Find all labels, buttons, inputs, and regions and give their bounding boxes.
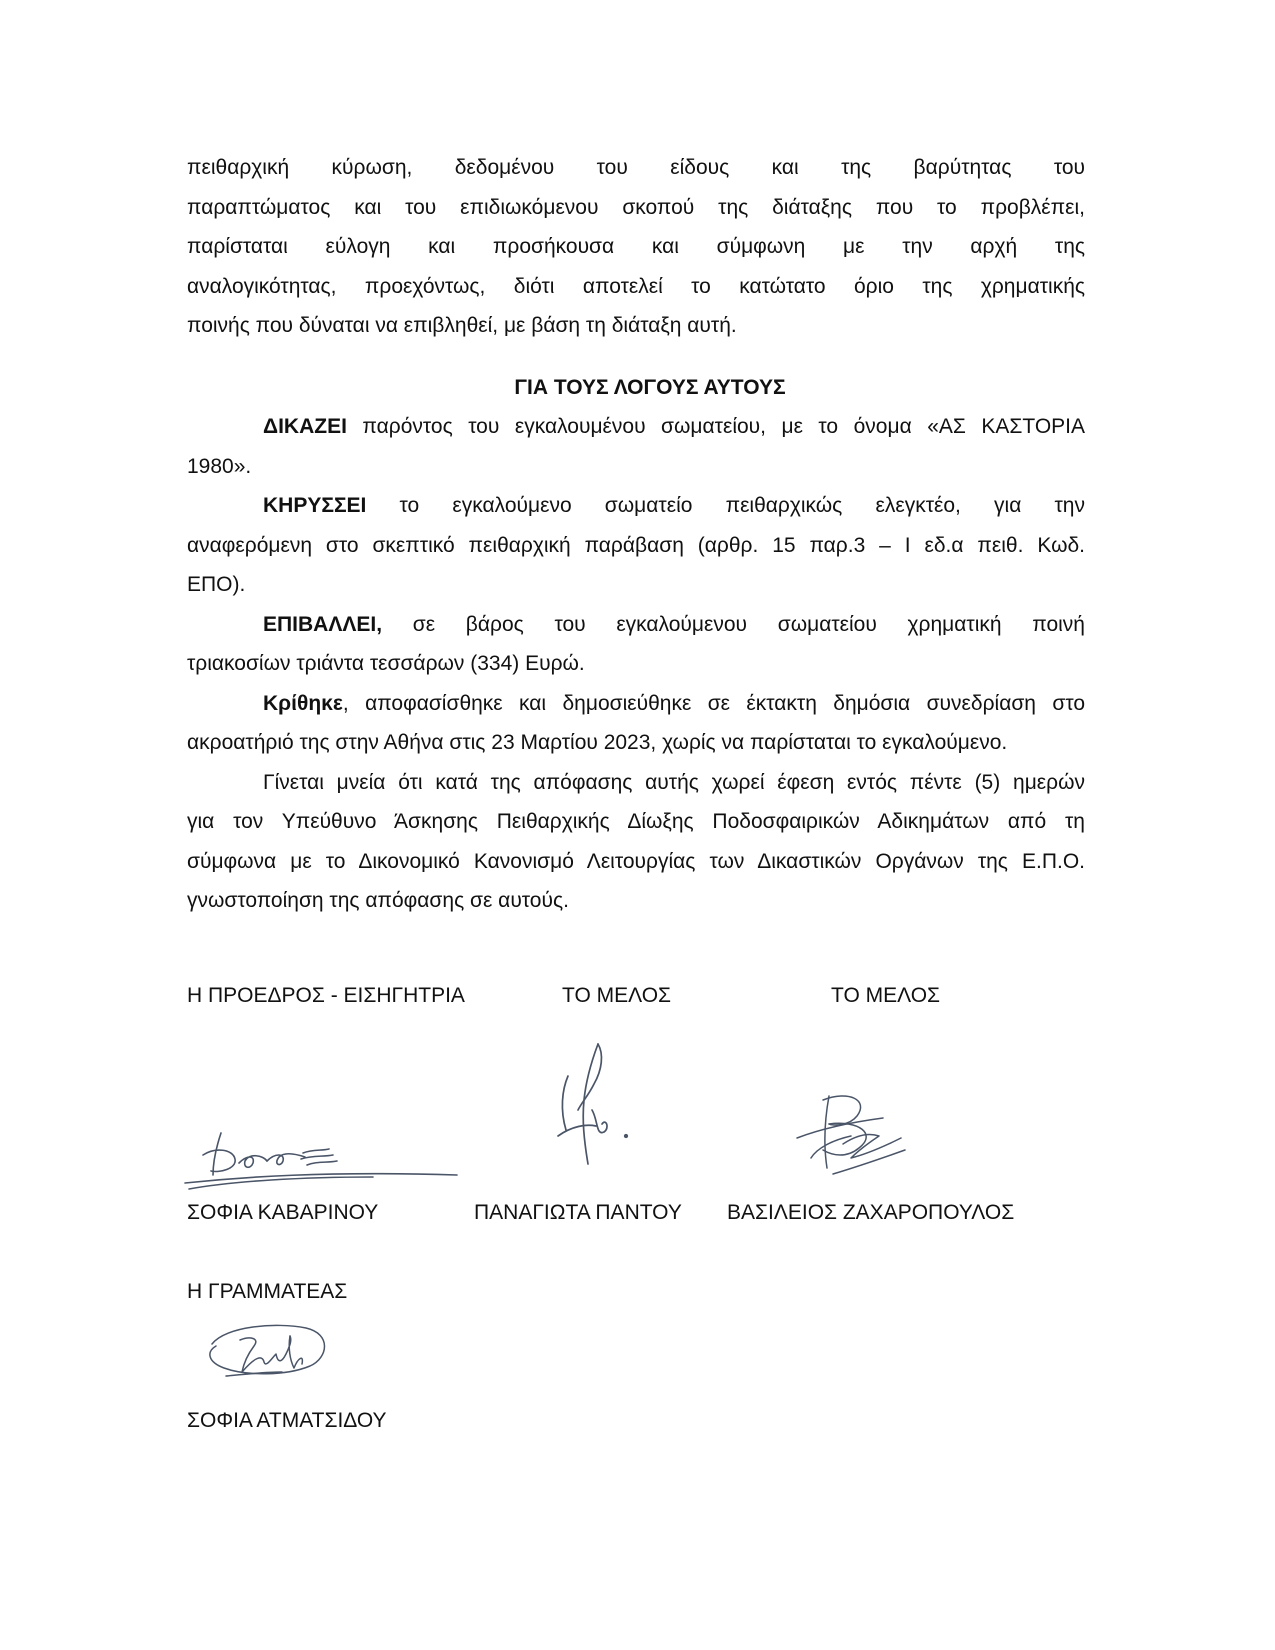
text-line: σύμφωνα με το Δικονομικό Κανονισμό Λειτουργίας των Δικαστικών Οργάνων της Ε.Π.Ο. [187,849,1085,873]
krithike-paragraph [187,684,1085,763]
keyword: Κρίθηκε [263,691,343,715]
decision-body [187,148,1085,921]
text-line: παρίσταται εύλογη και προσήκουσα και σύμφωνη με την αρχή της [187,235,1085,258]
member-title: ΤΟ ΜΕΛΟΣ [562,984,672,1007]
text-line [187,486,1085,526]
text-line [187,605,1085,645]
reasoning-paragraph [187,148,1085,346]
dikazei-paragraph [187,407,1085,486]
member2-name: ΒΑΣΙΛΕΙΟΣ ΖΑΧΑΡΟΠΟΥΛΟΣ [727,1201,1015,1224]
text-run: παρόντος του εγκαλουμένου σωματείου, με το όνομα «ΑΣ ΚΑΣΤΟΡΙΑ [346,415,1085,438]
kiryssei-paragraph [187,486,1085,605]
section-heading: ΓΙΑ ΤΟΥΣ ΛΟΓΟΥΣ ΑΥΤΟΥΣ [514,375,786,399]
text-line: αναφερόμενη στο σκεπτικό πειθαρχική παράβαση (αρθρ. 15 παρ.3 – Ι εδ.α πειθ. Κωδ. [187,533,1085,557]
text-line [187,407,1085,447]
keyword: ΚΗΡΥΣΣΕΙ [263,494,367,517]
text-line: ποινής που δύναται να επιβληθεί, με βάση τη διάταξη αυτή. [187,314,737,337]
president-title: Η ΠΡΟΕΔΡΟΣ - ΕΙΣΗΓΗΤΡΙΑ [187,984,465,1007]
text-line: παραπτώματος και του επιδιωκόμενου σκοπού της διάταξης που το προβλέπει, [187,195,1085,219]
text-line: πειθαρχική κύρωση, δεδομένου του είδους και της βαρύτητας του [187,156,1085,179]
president-name: ΣΟΦΙΑ ΚΑΒΑΡΙΝΟΥ [187,1201,379,1224]
text-line: για τον Υπεύθυνο Άσκησης Πειθαρχικής Δίωξης Ποδοσφαιρικών Αδικημάτων από τη [187,810,1085,833]
secretary-title: Η ΓΡΑΜΜΑΤΕΑΣ [187,1280,348,1303]
appeal-paragraph [187,763,1085,921]
member-title: ΤΟ ΜΕΛΟΣ [831,984,941,1007]
member1-name: ΠΑΝΑΓΙΩΤΑ ΠΑΝΤΟΥ [474,1201,682,1224]
member2-signature [793,1088,923,1178]
text-line: αναλογικότητας, προεχόντως, διότι αποτελεί το κατώτατο όριο της χρηματικής [187,274,1085,298]
keyword: ΕΠΙΒΑΛΛΕΙ, [263,612,383,636]
text-run: σε βάρος του εγκαλούμενου σωματείου χρηματική ποινή [382,612,1085,636]
text-line: τριακοσίων τριάντα τεσσάρων (334) Ευρώ. [187,652,585,675]
text-line: ΕΠΟ). [187,573,246,596]
text-line [187,684,1085,724]
text-line: Γίνεται μνεία ότι κατά της απόφασης αυτής χωρεί έφεση εντός πέντε (5) ημερών [263,770,1085,794]
epivallei-paragraph [187,605,1085,684]
text-run: , αποφασίσθηκε και δημοσιεύθηκε σε έκτακτη δημόσια συνεδρίαση στο [342,691,1085,715]
text-run: το εγκαλούμενο σωματείο πειθαρχικώς ελεγκτέο, για την [366,494,1085,517]
secretary-name: ΣΟΦΙΑ ΑΤΜΑΤΣΙΔΟΥ [187,1409,387,1432]
member1-signature [548,1040,638,1180]
text-line: ακροατήριό της στην Αθήνα στις 23 Μαρτίου 2023, χωρίς να παρίσταται το εγκαλούμενο. [187,731,1008,754]
text-line: γνωστοποίηση της απόφασης σε αυτούς. [187,889,569,912]
keyword: ΔΙΚΑΖΕΙ [263,415,347,438]
text-line: 1980». [187,454,252,478]
secretary-signature [206,1318,336,1388]
president-signature [183,1125,463,1195]
